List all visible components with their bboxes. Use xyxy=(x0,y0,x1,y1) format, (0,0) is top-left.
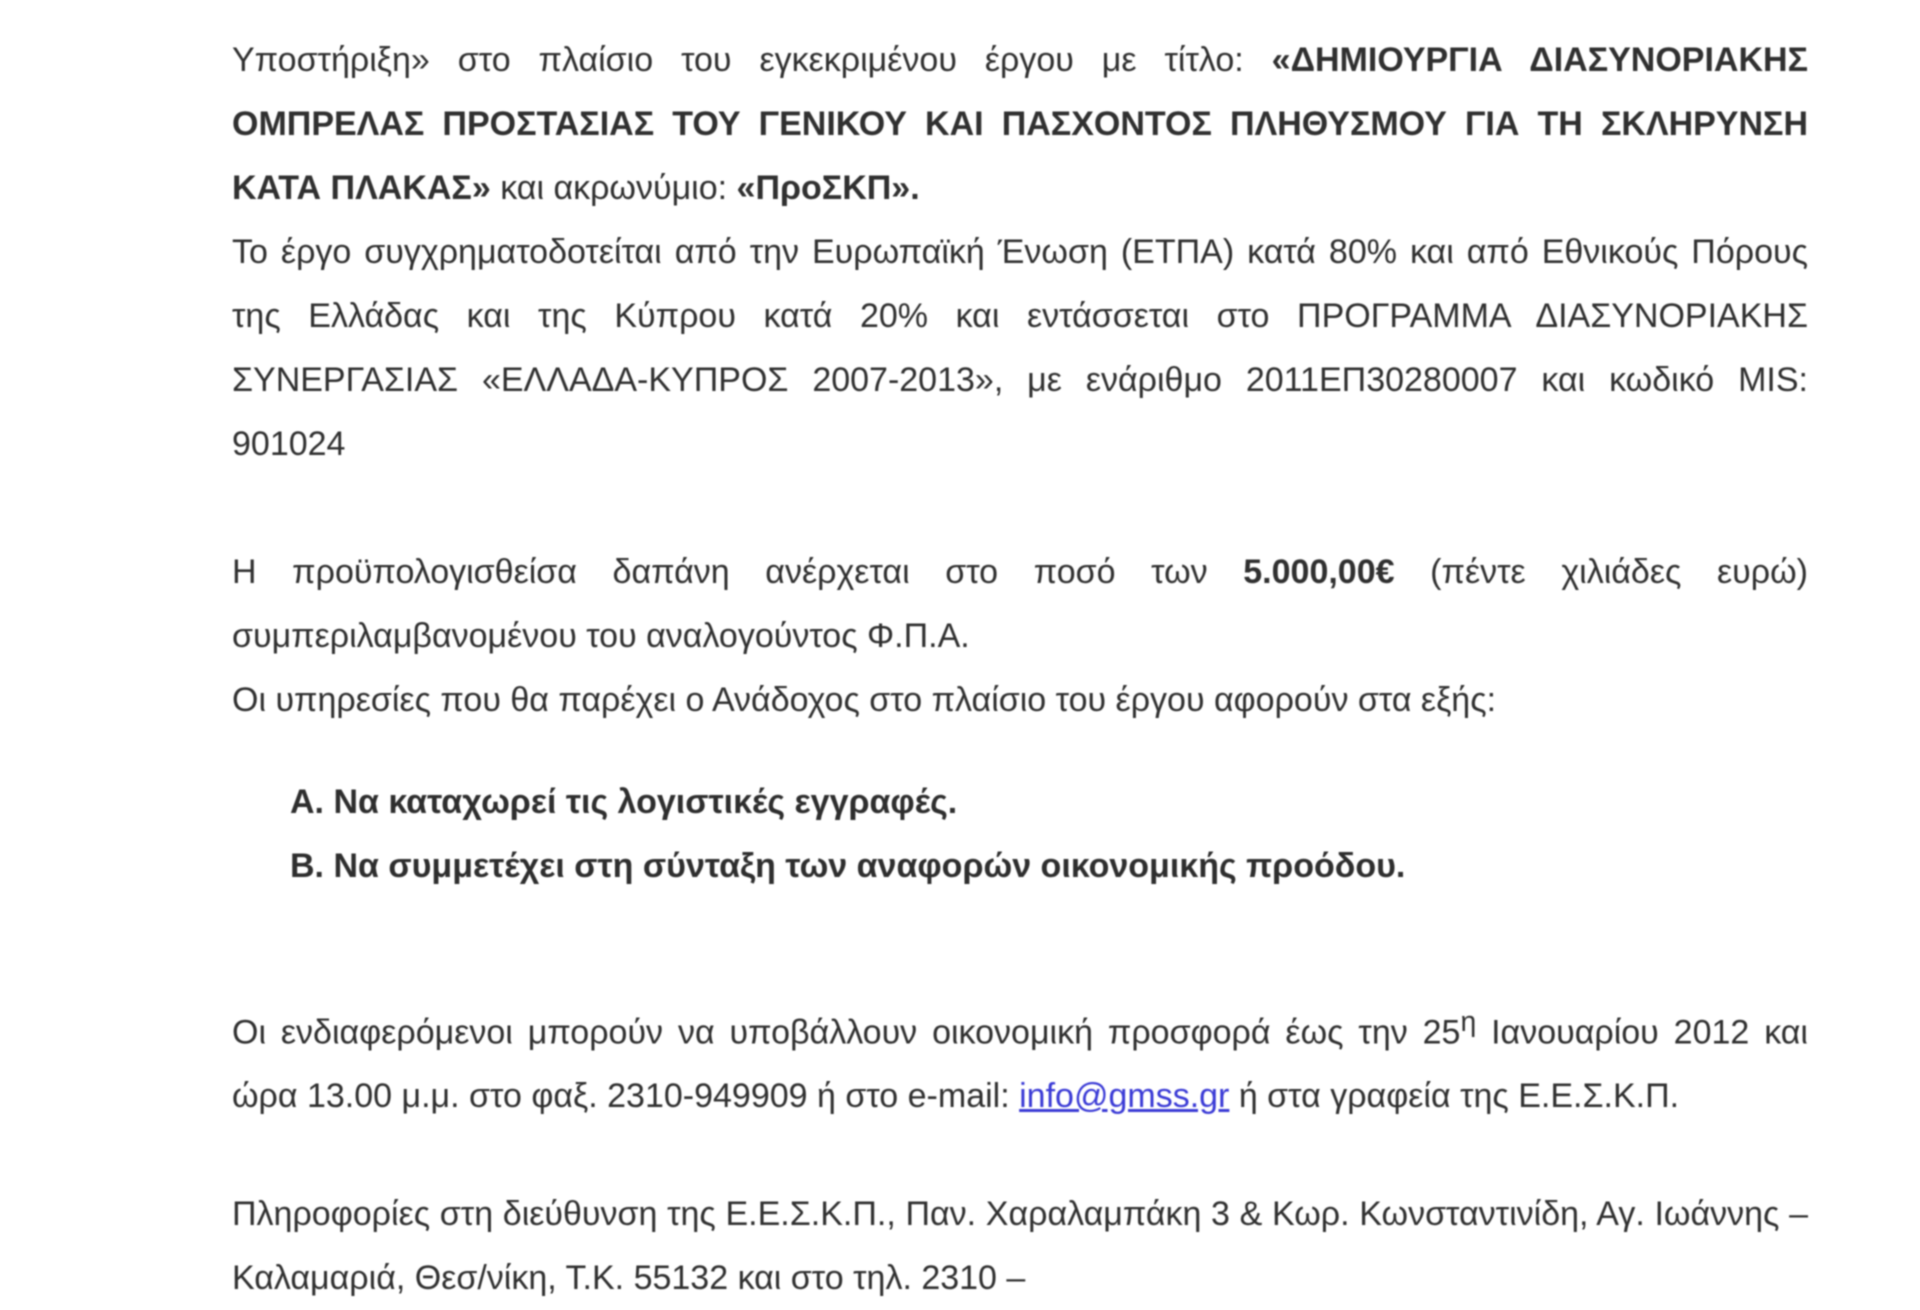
project-paragraph-end: . xyxy=(910,169,920,207)
submission-text: Οι ενδιαφερόμενοι μπορούν να υποβάλλουν οικονομική προσφορά έως την 25 xyxy=(232,1013,1461,1052)
project-intro-text: Υποστήριξη» στο πλαίσιο του εγκεκριμένου έργου με τίτλο: xyxy=(232,41,1272,79)
project-title: «ΔΗΜΙΟΥΡΓΙΑ ΔΙΑΣΥΝΟΡΙΑΚΗΣ ΟΜΠΡΕΛΑΣ ΠΡΟΣΤΑΣΙΑΣ ΤΟΥ ΓΕΝΙΚΟΥ ΚΑΙ ΠΑΣΧΟΝΤΟΣ ΠΛΗΘΥΣΜΟΥ ΓΙΑ ΤΗ ΣΚΛΗΡΥΝΣΗ ΚΑΤΑ ΠΛΑΚΑΣ» xyxy=(232,41,1808,207)
list-item: Α. Να καταχωρεί τις λογιστικές εγγραφές. xyxy=(290,783,958,821)
services-intro-paragraph: Οι υπηρεσίες που θα παρέχει ο Ανάδοχος στο πλαίσιο του έργου αφορούν στα εξής: xyxy=(232,681,1497,719)
submission-text-3: ή στα γραφεία της Ε.Ε.Σ.Κ.Π. xyxy=(1229,1077,1680,1116)
date-superscript: η xyxy=(1460,1006,1477,1038)
email-link[interactable]: info@gmss.gr xyxy=(1019,1077,1230,1116)
project-paragraph xyxy=(232,28,1808,220)
acronym-intro-text: και ακρωνύμιο: xyxy=(490,169,737,207)
document-page xyxy=(232,0,1808,1297)
budget-intro-text: Η προϋπολογισθείσα δαπάνη ανέρχεται στο ποσό των xyxy=(232,553,1244,591)
contact-paragraph: Πληροφορίες στη διεύθυνση της Ε.Ε.Σ.Κ.Π., Παν. Χαραλαμπάκη 3 & Κωρ. Κωνσταντινίδη, Αγ. Ιωάννης – Καλαμαριά, Θεσ/νίκη, Τ.Κ. 55132 και στο τηλ. 2310 – xyxy=(232,1195,1808,1297)
budget-amount: 5.000,00€ xyxy=(1243,553,1395,591)
services-list xyxy=(290,770,1790,898)
budget-paragraph xyxy=(232,540,1808,668)
submission-paragraph xyxy=(232,990,1808,1128)
budget-tail-text: (πέντε χιλιάδες ευρώ) συμπεριλαμβανομένου του αναλογούντος Φ.Π.Α. xyxy=(232,553,1808,655)
list-item: Β. Να συμμετέχει στη σύνταξη των αναφορών οικονομικής προόδου. xyxy=(290,847,1406,885)
submission-text-2: Ιανουαρίου 2012 και ώρα 13.00 μ.μ. στο φαξ. 2310-949909 ή στο e-mail: xyxy=(232,1013,1808,1116)
project-acronym: «ΠροΣΚΠ» xyxy=(736,169,911,207)
funding-paragraph: Το έργο συγχρηματοδοτείται από την Ευρωπαϊκή Ένωση (ΕΤΠΑ) κατά 80% και από Εθνικούς Πόρους της Ελλάδας και της Κύπρου κατά 20% και εντάσσεται στο ΠΡΟΓΡΑΜΜΑ ΔΙΑΣΥΝΟΡΙΑΚΗΣ ΣΥΝΕΡΓΑΣΙΑΣ «ΕΛΛΑΔΑ-ΚΥΠΡΟΣ 2007-2013», με ενάριθμο 2011ΕΠ30280007 και κωδικό MIS: 901024 xyxy=(232,233,1808,463)
